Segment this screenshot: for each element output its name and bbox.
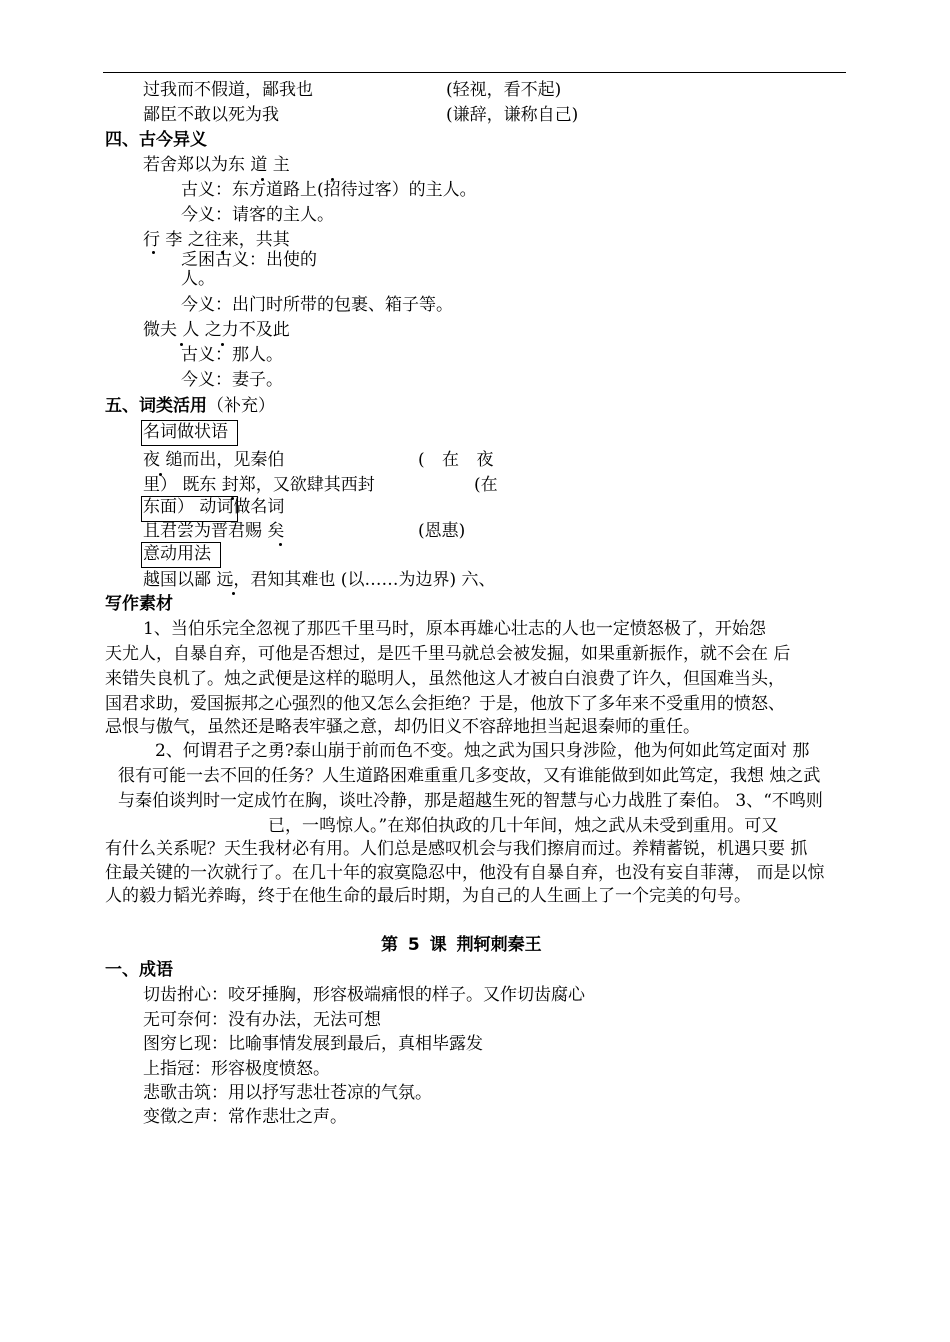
header-rule — [103, 72, 846, 73]
example-sentence: 里） 既东 封郑，又欲肆其西封 — [143, 475, 375, 495]
example-sentence: 微夫 人 之力不及此 — [143, 320, 290, 340]
gloss-note: ( 在 夜 — [418, 450, 494, 470]
paragraph-line: 人的毅力韬光养晦，终于在他生命的最后时期，为自己的人生画上了一个完美的句号。 — [105, 886, 751, 906]
text-line: 鄙臣不敢以死为我 — [143, 105, 279, 125]
paragraph-line: 1、当伯乐完全忽视了那匹千里马时，原本再雄心壮志的人也一定愤怒极了，开始怨 — [143, 619, 766, 639]
gloss-note: (轻视，看不起) — [446, 80, 562, 100]
modern-meaning: 今义：妻子。 — [181, 370, 283, 390]
emphasis-dot — [152, 251, 155, 254]
section-heading-1: 一、成语 — [105, 960, 173, 980]
idiom-entry: 上指冠：形容极度愤怒。 — [143, 1059, 330, 1079]
paragraph-line: 有什么关系呢？天生我材必有用。人们总是感叹机会与我们擦肩而过。养精蓄锐，机遇只要 抓 — [105, 839, 808, 859]
example-sentence: 越国以鄙 远，君知其难也 (以……为边界) 六、 — [143, 570, 496, 590]
paragraph-line: 来错失良机了。烛之武便是这样的聪明人，虽然他这人才被白白浪费了许久，但国难当头， — [105, 669, 785, 689]
modern-meaning: 今义：出门时所带的包裹、箱子等。 — [181, 295, 453, 315]
lesson-title: 第 5 课 荆轲刺秦王 — [381, 935, 542, 955]
example-sentence: 若舍郑以为东 道 主 — [143, 155, 290, 175]
paragraph-line: 与秦伯谈判时一定成竹在胸，谈吐冷静，那是超越生死的智慧与心力战胜了秦伯。 3、“不鸣则 — [118, 791, 823, 811]
section-title: 五、词类活用 — [105, 396, 207, 416]
ancient-meaning: 乏困古义：出使的 — [181, 250, 317, 270]
paragraph-line: 国君求助，爱国振邦之心强烈的他又怎么会拒绝？于是，他放下了多年来不受重用的愤怒、 — [105, 694, 785, 714]
gloss-note: (谦辞，谦称自己) — [446, 105, 579, 125]
paragraph-line: 忌恨与傲气，虽然还是略表牢骚之意，却仍旧义不容辞地担当起退秦师的重任。 — [105, 717, 700, 737]
gloss-note: (在 — [474, 475, 498, 495]
section-heading-5 — [105, 395, 275, 417]
idiom-entry: 切齿拊心：咬牙捶胸，形容极端痛恨的样子。又作切齿腐心 — [143, 985, 585, 1005]
category-label: 意动用法 — [143, 544, 211, 564]
paragraph-line: 很有可能一去不回的任务？人生道路困难重重几多变故，又有谁能做到如此笃定，我想 烛之武 — [118, 766, 821, 786]
section-note: （补充） — [207, 396, 275, 416]
section-heading-4: 四、古今异义 — [105, 130, 207, 150]
ancient-meaning: 古义：那人。 — [181, 345, 283, 365]
category-label: 名词做状语 — [143, 422, 228, 442]
paragraph-line: 住最关键的一次就行了。在几十年的寂寞隐忍中，他没有自暴自弃，也没有妄自菲薄， 而是以惊 — [105, 863, 825, 883]
paragraph-line: 已，一鸣惊人。”在郑伯执政的几十年间，烛之武从未受到重用。可又 — [268, 816, 779, 836]
ancient-meaning: 古义：东方道路上(招待过客）的主人。 — [181, 180, 477, 200]
gloss-note: (恩惠) — [418, 521, 466, 541]
example-sentence: 行 李 之往来，共其 — [143, 230, 290, 250]
idiom-entry: 图穷匕现：比喻事情发展到最后，真相毕露发 — [143, 1034, 483, 1054]
idiom-entry: 无可奈何：没有办法，无法可想 — [143, 1010, 381, 1030]
example-sentence: 东面） 动词做名词 — [143, 497, 285, 517]
example-sentence: 且君尝为晋君赐 矣 — [143, 521, 285, 541]
text-line: 过我而不假道，鄙我也 — [143, 80, 313, 100]
ancient-meaning-cont: 人。 — [181, 269, 215, 289]
modern-meaning: 今义：请客的主人。 — [181, 205, 334, 225]
example-sentence: 夜 缒而出，见秦伯 — [143, 450, 285, 470]
idiom-entry: 变徵之声：常作悲壮之声。 — [143, 1107, 347, 1127]
emphasis-dot — [232, 592, 235, 595]
emphasis-dot — [279, 543, 282, 546]
paragraph-line: 天尤人，自暴自弃，可他是否想过，是匹千里马就总会被发掘，如果重新振作，就不会在 后 — [105, 644, 791, 664]
idiom-entry: 悲歌击筑：用以抒写悲壮苍凉的气氛。 — [143, 1083, 432, 1103]
paragraph-line: 2、何谓君子之勇?泰山崩于前而色不变。烛之武为国只身涉险，他为何如此笃定面对 那 — [155, 741, 810, 761]
section-heading-6: 写作素材 — [105, 594, 173, 614]
